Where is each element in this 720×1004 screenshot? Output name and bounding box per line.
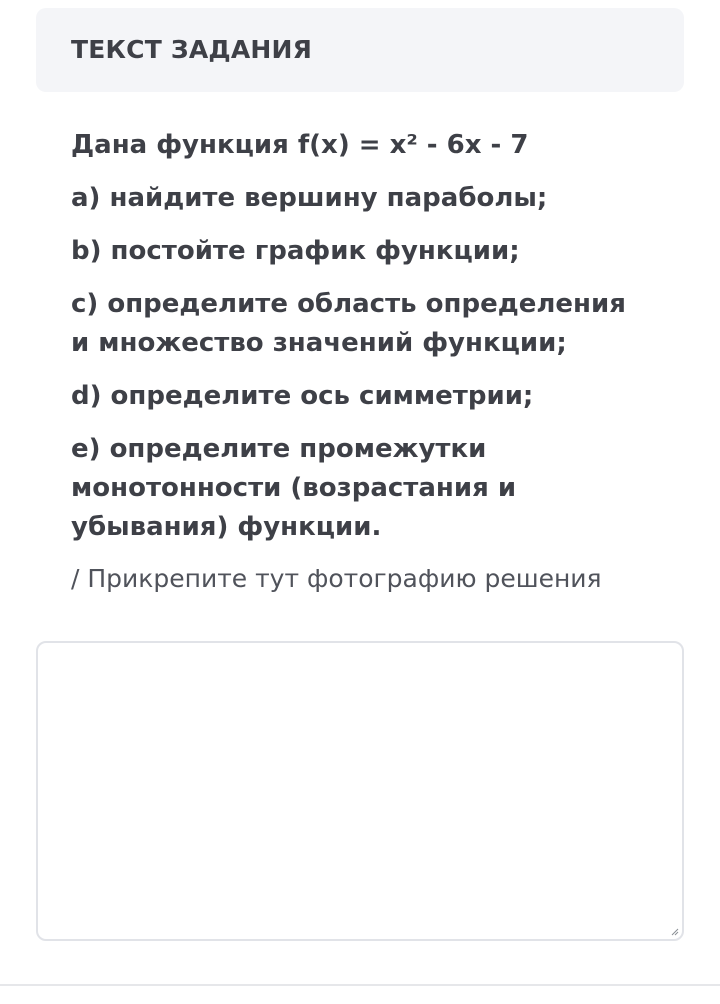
task-item-b-line-1: b) постойте график функции; bbox=[71, 236, 520, 266]
attach-photo-note: / Прикрепите тут фотографию решения bbox=[71, 564, 602, 593]
task-item-e bbox=[71, 430, 671, 547]
task-header-title: ТЕКСТ ЗАДАНИЯ bbox=[71, 35, 313, 64]
task-item-d-line-1: d) определите ось симметрии; bbox=[71, 381, 534, 411]
task-item-d bbox=[71, 377, 671, 416]
task-item-a-line-1: a) найдите вершину параболы; bbox=[71, 183, 548, 213]
task-item-e-line-3: убывания) функции. bbox=[71, 512, 382, 542]
task-item-a bbox=[71, 179, 671, 218]
task-item-b bbox=[71, 232, 671, 271]
task-item-c-line-1: c) определите область определения bbox=[71, 289, 626, 319]
bottom-divider bbox=[0, 984, 720, 986]
task-item-c-line-2: и множество значений функции; bbox=[71, 328, 567, 358]
answer-textarea[interactable] bbox=[36, 641, 684, 941]
task-intro: Дана функция f(x) = x² - 6x - 7 bbox=[71, 130, 529, 160]
resize-handle-icon[interactable] bbox=[670, 927, 679, 936]
task-header bbox=[36, 8, 684, 92]
task-item-e-line-2: монотонности (возрастания и bbox=[71, 473, 517, 503]
task-item-c bbox=[71, 285, 671, 363]
task-item-e-line-1: e) определите промежутки bbox=[71, 434, 487, 464]
task-text bbox=[71, 126, 671, 597]
